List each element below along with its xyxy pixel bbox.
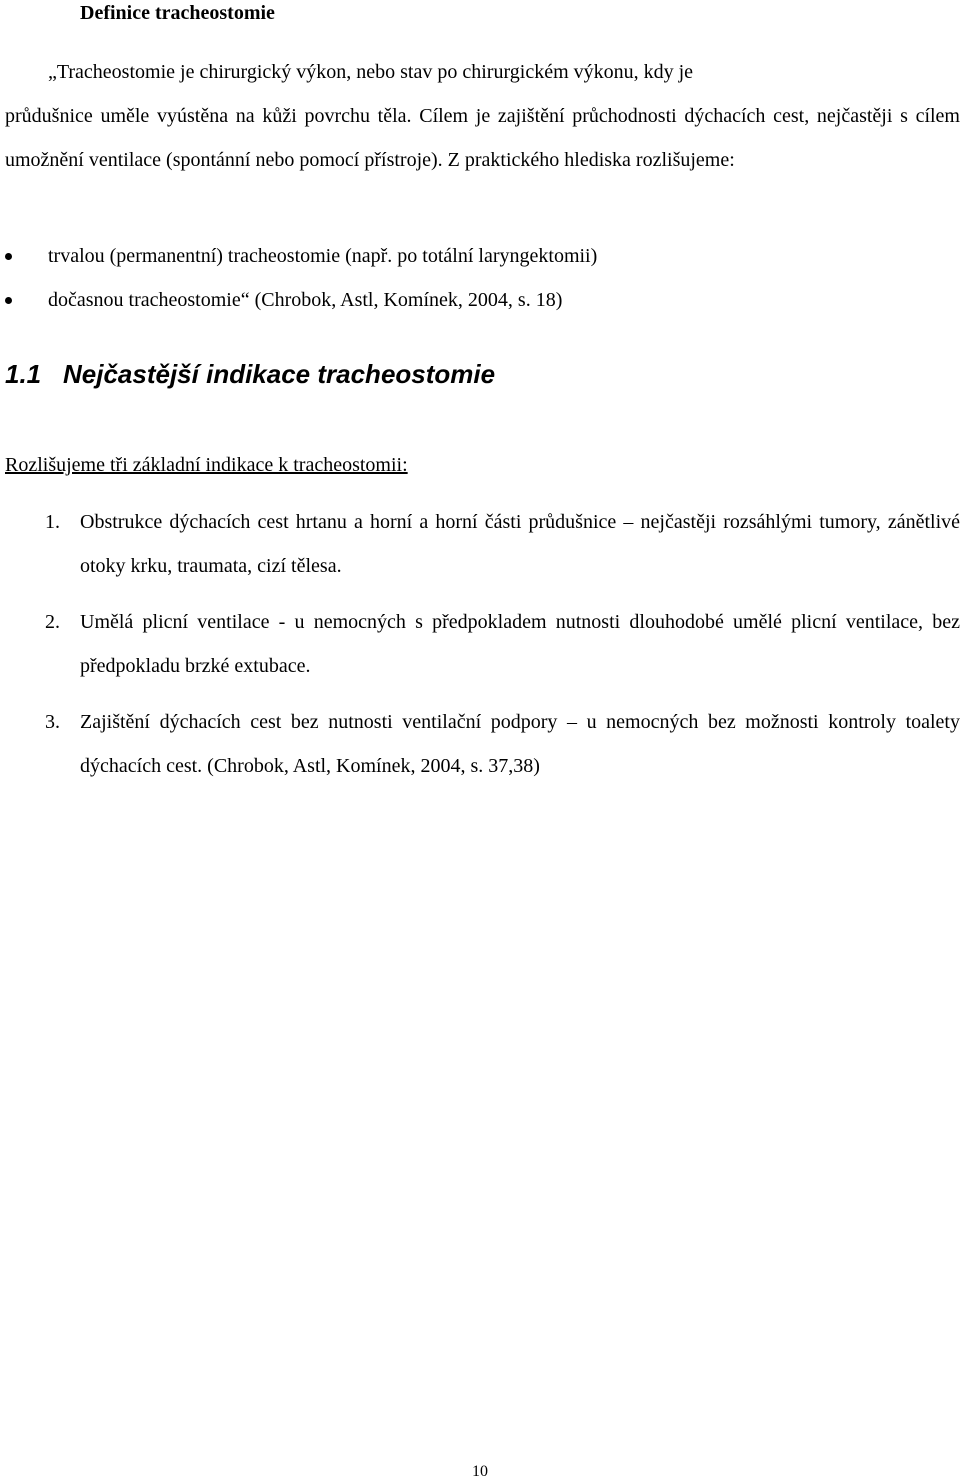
indication-item (5, 500, 960, 588)
section-subtitle: Rozlišujeme tři základní indikace k tracheostomii: (5, 454, 408, 476)
indication-item (5, 700, 960, 788)
indication-text: Zajištění dýchacích cest bez nutnosti ventilační podpory – u nemocných bez možnosti kontroly toalety dýchacích cest. (Chrobok, Astl, Komínek, 2004, s. 37,38) (80, 711, 960, 777)
definition-bullet-list (5, 234, 945, 322)
indication-list (5, 500, 960, 800)
definition-paragraph-first-line: „Tracheostomie je chirurgický výkon, nebo stav po chirurgickém výkonu, kdy je (48, 61, 694, 83)
indication-number: 1. (45, 511, 60, 533)
bullet-item (5, 234, 945, 278)
bullet-dot-icon (5, 297, 12, 304)
bullet-item (5, 278, 945, 322)
bullet-item-text: trvalou (permanentní) tracheostomie (např. po totální laryngektomii) (48, 245, 598, 267)
definition-paragraph (5, 50, 960, 182)
definition-heading: Definice tracheostomie (80, 2, 275, 24)
page-number: 10 (472, 1463, 488, 1480)
indication-number: 3. (45, 711, 60, 733)
indication-text: Umělá plicní ventilace - u nemocných s předpokladem nutnosti dlouhodobé umělé plicní ventilace, bez předpokladu brzké extubace. (80, 611, 960, 677)
indication-number: 2. (45, 611, 60, 633)
indication-text: Obstrukce dýchacích cest hrtanu a horní a horní části průdušnice – nejčastěji rozsáhlými tumory, zánětlivé otoky krku, traumata, cizí tělesa. (80, 511, 960, 577)
section-number: 1.1 (5, 359, 42, 389)
section-heading (5, 357, 495, 391)
definition-paragraph-rest: průdušnice uměle vyústěna na kůži povrchu těla. Cílem je zajištění průchodnosti dýchacích cest, nejčastěji s cílem umožnění ventilace (spontánní nebo pomocí přístroje). Z praktického hlediska rozlišujeme: (5, 105, 960, 171)
indication-item (5, 600, 960, 688)
section-title: Nejčastější indikace tracheostomie (63, 359, 496, 389)
bullet-dot-icon (5, 253, 12, 260)
bullet-item-text: dočasnou tracheostomie“ (Chrobok, Astl, Komínek, 2004, s. 18) (48, 289, 563, 311)
